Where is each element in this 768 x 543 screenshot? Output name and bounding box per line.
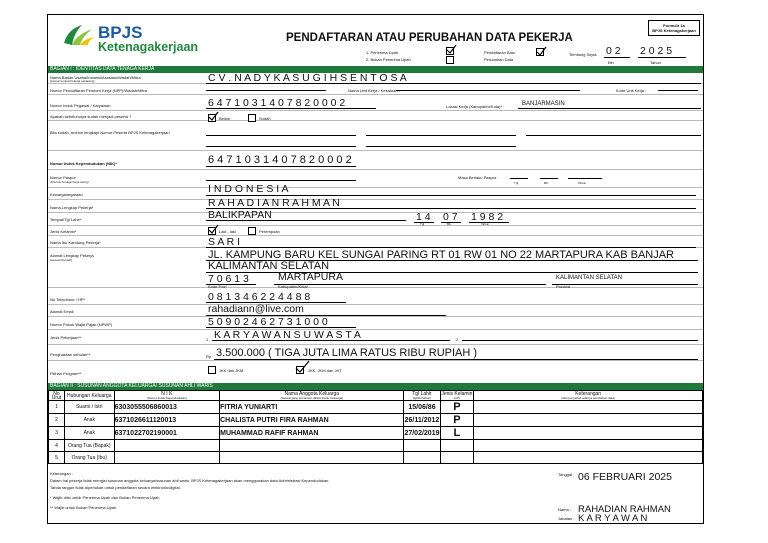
- row-divider: [48, 120, 703, 121]
- table-row: [49, 452, 703, 464]
- sign-position: K A R Y A W A N: [578, 513, 648, 524]
- family-table: [48, 390, 703, 464]
- cell-no: 1: [49, 401, 65, 414]
- label-company-sub: (sesuai tempat bekerja sekarang): [50, 79, 95, 83]
- label-postal: Kode Pos*: [208, 284, 227, 289]
- label-address: Alamat Lengkap Pekerja: [50, 253, 94, 258]
- nationality-value: I N D O N E S I A: [208, 183, 289, 195]
- row-divider: [48, 212, 703, 213]
- th-birth: Tgl Lahir (tgl/bln/tahun): [404, 391, 440, 401]
- nik-value: 6 4 7 1 0 3 1 4 0 7 8 2 0 0 0 2: [208, 154, 352, 166]
- option-pendaftaran-baru: Pendaftaran Baru: [484, 50, 516, 55]
- cell-nik[interactable]: [114, 440, 220, 452]
- birth-year-value: 1 9 8 2: [471, 211, 504, 223]
- cell-note[interactable]: [474, 401, 703, 414]
- label-province: Provinsi: [556, 284, 571, 289]
- logo-text-bpjs: BPJS: [98, 23, 143, 42]
- cell-name[interactable]: [220, 440, 404, 452]
- company-value: C V . N A D Y K A S U G I H S E N T O S A: [208, 72, 407, 84]
- birthplace-value: BALIKPAPAN: [208, 209, 272, 221]
- birthplace-field-line[interactable]: [206, 217, 406, 221]
- province-value: KALIMANTAN SELATAN: [556, 275, 623, 281]
- passport-tgl-sub: Tgl: [514, 181, 519, 185]
- note-3: * Wajib diisi untuk Penerima Upah dan Bukan Penerima Upah: [50, 495, 160, 500]
- cell-note[interactable]: [474, 414, 703, 427]
- job-field-line-1[interactable]: [212, 337, 450, 341]
- cell-relation: Orang Tua (Ibu): [64, 452, 114, 464]
- option-bukan-penerima-upah: 2. Bukan Penerima Upah: [366, 57, 411, 62]
- income-field-line[interactable]: [214, 356, 698, 360]
- month-underline: [604, 54, 630, 58]
- form-frame: [47, 14, 704, 524]
- cell-no: 2: [49, 414, 65, 427]
- th-relation: Hubungan Keluarga: [64, 391, 114, 401]
- job-value: K A R Y A W A N S U W A S T A: [214, 329, 361, 341]
- location-field-line[interactable]: [518, 105, 701, 109]
- nik-field-line[interactable]: [206, 163, 356, 167]
- date-since-month: 0 2: [606, 45, 621, 57]
- income-value: 3.500.000 ( TIGA JUTA LIMA RATUS RIBU RUPIAH ): [216, 347, 478, 359]
- label-npwp: Nomor Pokok Wajib Pajak (NPWP): [50, 322, 113, 327]
- label-email: Alamat Email: [50, 309, 74, 314]
- sign-date-label: Tanggal :: [558, 472, 575, 477]
- option-sudah: Sudah: [259, 116, 271, 121]
- kpj-field-line-3[interactable]: [526, 132, 701, 136]
- cell-birth[interactable]: 15/06/86: [404, 401, 440, 414]
- label-passport: Nomor Paspor: [50, 175, 76, 180]
- cell-relation: Anak: [64, 427, 114, 440]
- label-mother: Nama Ibu Kandung Pekerja*: [50, 240, 101, 245]
- note-4: ** Wajib untuk Bukan Penerima Upah: [50, 505, 117, 510]
- fullname-value: R A H A D I A N R A H M A N: [208, 197, 340, 209]
- passport-tahun-sub: Tahun: [578, 181, 587, 185]
- birth-tgl-sub: Tgl: [420, 222, 425, 226]
- label-company: Nama Badan Usaha/Instansi/Asosiasi/Wadah/Mitra: [50, 75, 141, 80]
- cell-birth[interactable]: 27/02/2019: [404, 427, 440, 440]
- label-passport-valid: Masa Berlaku Paspor :: [458, 175, 499, 180]
- th-name: Nama Anggota Keluarga (Sesuai yang tercantum dalam Kartu Keluarga): [220, 391, 404, 401]
- cell-relation: Orang Tua (Bapak): [64, 440, 114, 452]
- label-unit-name: Nama Unit Kerja / Kesatuan :: [348, 88, 400, 93]
- label-birth: Tempat/Tgl Lahir*: [50, 217, 82, 222]
- cell-note[interactable]: [474, 440, 703, 452]
- row-divider: [48, 150, 703, 151]
- cell-birth[interactable]: [404, 440, 440, 452]
- option-female: Perempuan: [259, 229, 280, 234]
- option-program-2: JKK, JKM dan JHT: [308, 368, 342, 373]
- email-value: rahadiann@live.com: [208, 303, 304, 315]
- cell-gender[interactable]: [440, 440, 474, 452]
- regency-field-line[interactable]: [274, 281, 546, 285]
- form-code-box: [648, 20, 700, 36]
- job-index-2: 2: [456, 337, 459, 342]
- sign-name-label: Nama :: [558, 507, 571, 512]
- job-index-1: 1: [206, 337, 209, 342]
- label-unit-code: Kode Unit Kerja :: [616, 88, 647, 93]
- row-divider: [48, 187, 703, 188]
- cell-no: 3: [49, 427, 65, 440]
- kpj-field-line-2[interactable]: [366, 132, 516, 136]
- sign-name: RAHADIAN RAHMAN: [578, 504, 671, 515]
- year-sub: Tahun: [650, 60, 661, 65]
- birth-month-value: 0 7: [443, 211, 458, 223]
- birth-bln-sub: Bln: [447, 222, 452, 226]
- logo-text-ketenagakerjaan: Ketenagakerjaan: [98, 40, 199, 54]
- cell-name[interactable]: [220, 452, 404, 464]
- unit-code-field-line[interactable]: [658, 87, 698, 91]
- mother-value: S A R I: [208, 236, 241, 248]
- date-since-year: 2 0 2 5: [640, 45, 673, 57]
- cell-gender[interactable]: P: [440, 401, 474, 414]
- passport-field-line[interactable]: [206, 177, 356, 181]
- nip-value: 6 4 7 1 0 3 1 4 0 7 8 2 0 0 0 2: [208, 97, 346, 109]
- label-phone: No Telephone / HP*: [50, 297, 86, 302]
- phone-value: 0 8 1 3 4 6 2 2 4 4 8 8: [208, 291, 311, 303]
- fullname-field-line[interactable]: [206, 205, 696, 209]
- kpj-field-line-1[interactable]: [206, 132, 356, 136]
- th-note: Keterangan (diisi penyebab adanya perubahan data): [474, 391, 703, 401]
- table-row: [49, 401, 703, 414]
- label-gender: Jenis Kelamin*: [50, 229, 77, 234]
- option-male: Laki - laki: [219, 229, 236, 234]
- cell-name[interactable]: MUHAMMAD RAFIF RAHMAN: [220, 427, 404, 440]
- label-location: Lokasi Kerja (Kabupaten/Kota)* :: [446, 104, 505, 109]
- th-gender: Jenis Kelamin (L/P): [441, 390, 473, 400]
- unit-name-field-line[interactable]: [396, 87, 580, 91]
- cell-name[interactable]: FITRIA YUNIARTI: [220, 401, 404, 414]
- mother-field-line[interactable]: [206, 244, 696, 248]
- form-code-1: Formulir 1a: [663, 23, 685, 28]
- cell-no: 4: [49, 440, 65, 452]
- option-perubahan-data: Perubahan Data: [484, 57, 514, 62]
- table-row: [49, 440, 703, 452]
- row-divider: [48, 110, 703, 111]
- th-no: No Urut: [49, 391, 65, 401]
- cell-note[interactable]: [474, 452, 703, 464]
- cell-gender[interactable]: [440, 452, 474, 464]
- row-divider: [48, 94, 703, 95]
- npwp-field-line[interactable]: [206, 324, 356, 328]
- cell-nik[interactable]: 6371022702190001: [114, 427, 220, 440]
- cell-birth[interactable]: 26/11/2012: [404, 414, 440, 427]
- cell-nik[interactable]: 6303055506860013: [114, 401, 220, 414]
- row-divider: [48, 169, 703, 170]
- check-mark-icon: [207, 111, 219, 123]
- check-mark-icon: [207, 224, 219, 236]
- section-2-header: BAGIAN II : SUSUNAN ANGGOTA KELUARGA/ SUSUNAN AHLI WARIS: [48, 383, 703, 390]
- label-address-sub: (sesuai Domisili): [50, 258, 73, 262]
- checkbox-sudah[interactable]: [248, 114, 256, 122]
- job-field-line-2[interactable]: [462, 337, 698, 341]
- note-title: Keterangan :: [50, 471, 73, 476]
- label-passport-sub: (Khusus Tenaga Kerja Asing): [50, 180, 89, 184]
- cell-gender[interactable]: L: [440, 427, 474, 440]
- npwp-value: 5 0 9 0 2 4 6 2 7 3 1 0 0 0: [208, 316, 328, 328]
- note-2: Tanda tangan tidak diperlukan untuk pendaftaran secara elektronik/digital.: [50, 485, 181, 490]
- location-value: BANJARMASIN: [522, 101, 565, 107]
- check-mark-icon: [535, 46, 547, 58]
- th-nik: N I K (Nomor Induk Kependudukan): [114, 391, 220, 401]
- date-since-label: Terhitung Sejak: [569, 52, 597, 57]
- label-job: Jenis Pekerjaan**: [50, 335, 82, 340]
- label-regency: Kabupaten/Kota*: [278, 284, 309, 289]
- cell-no: 5: [49, 452, 65, 464]
- note-1: Dalam hal pekerja tidak mengisi susunan anggota keluarga/susunan ahli waris, BPJS Ketenagakerjaan akan menggunakan data Administrasi Kependudukan.: [50, 478, 330, 483]
- birth-tahun-sub: Tahun: [481, 222, 490, 226]
- cell-relation: Suami / Istri: [64, 401, 114, 414]
- table-row: [49, 414, 703, 427]
- check-mark-icon: [445, 44, 457, 56]
- label-nik: Nomor Induk Kependudukan (NIK)*: [50, 161, 117, 166]
- bpjs-logo-icon: [62, 23, 96, 47]
- sign-date: 06 FEBRUARI 2025: [578, 471, 672, 483]
- cell-note[interactable]: [474, 427, 703, 440]
- row-divider: [48, 287, 703, 288]
- row-divider: [48, 344, 703, 345]
- passport-year-line[interactable]: [568, 175, 602, 179]
- label-npp: Nomor Pendaftaran Pemberi Kerja (NPP)/Wadah/Mitra: [50, 88, 147, 93]
- passport-month-line[interactable]: [540, 175, 558, 179]
- row-divider: [48, 304, 703, 305]
- form-code-2: BPJS Ketenagakerjaan: [652, 28, 696, 33]
- cell-birth[interactable]: [404, 452, 440, 464]
- section-1-header: BAGIAN I : IDENTITAS DATA TENAGA KERJA: [48, 66, 703, 73]
- address-line-2: KALIMANTAN SELATAN: [208, 260, 330, 272]
- row-divider: [48, 235, 703, 236]
- label-income: Penghasilan sebulan**: [50, 352, 91, 357]
- kpj-field-line-4[interactable]: [206, 143, 356, 147]
- sign-position-label: Jabatan :: [558, 516, 575, 521]
- row-divider: [48, 360, 703, 361]
- postal-value: 7 0 6 1 3: [208, 273, 249, 285]
- option-program-1: JKK dan JKM: [219, 368, 244, 373]
- label-kpj: Bila sudah, mohon lengkapi Nomor Peserta BPJS Ketenagakerjaan: [50, 130, 170, 135]
- label-registered: Apakah sebelumnya sudah menjadi peserta ?: [50, 114, 132, 119]
- cell-name[interactable]: CHALISTA PUTRI FIRA RAHMAN: [220, 414, 404, 427]
- birth-day-value: 1 4: [416, 211, 431, 223]
- family-table-header: [49, 391, 703, 401]
- form-title: PENDAFTARAN ATAU PERUBAHAN DATA PEKERJA: [286, 32, 573, 44]
- label-program: Pilihan Program**: [50, 371, 82, 376]
- year-underline: [638, 54, 686, 58]
- row-divider: [48, 316, 703, 317]
- cell-nik[interactable]: [114, 452, 220, 464]
- npp-field-line[interactable]: [206, 87, 326, 91]
- province-field-line[interactable]: [552, 281, 698, 285]
- nationality-field-line[interactable]: [206, 192, 696, 196]
- option-penerima-upah: 1. Penerima Upah: [366, 50, 399, 55]
- nip-field-line[interactable]: [206, 105, 376, 109]
- checkbox-female[interactable]: [248, 227, 256, 235]
- address-line-1: JL. KAMPUNG BARU KEL SUNGAI PARING RT 01 RW 01 NO 22 MARTAPURA KAB BANJAR: [208, 249, 675, 261]
- row-divider: [48, 329, 703, 330]
- kpj-field-line-5[interactable]: [366, 143, 516, 147]
- checkbox-bukan-penerima-upah[interactable]: [446, 56, 454, 64]
- cell-relation: Anak: [64, 414, 114, 427]
- row-divider: [48, 199, 703, 200]
- income-rp: Rp: [206, 354, 212, 359]
- regency-value: MARTAPURA: [278, 271, 343, 283]
- label-nationality: Kewarganegaraan: [50, 192, 83, 197]
- company-field-line[interactable]: [206, 80, 701, 84]
- table-row: [49, 427, 703, 440]
- label-nip: Nomor Induk Pegawai / Karyawan: [50, 103, 111, 108]
- label-fullname: Nama Lengkap Pekerja*: [50, 205, 94, 210]
- passport-day-line[interactable]: [510, 175, 528, 179]
- cell-nik[interactable]: 6371026611120013: [114, 414, 220, 427]
- option-belum: Belum: [219, 116, 231, 121]
- cell-gender[interactable]: P: [440, 414, 474, 427]
- checkbox-program-1[interactable]: [208, 366, 216, 374]
- passport-bln-sub: Bln: [544, 181, 549, 185]
- month-sub: Bln: [608, 60, 614, 65]
